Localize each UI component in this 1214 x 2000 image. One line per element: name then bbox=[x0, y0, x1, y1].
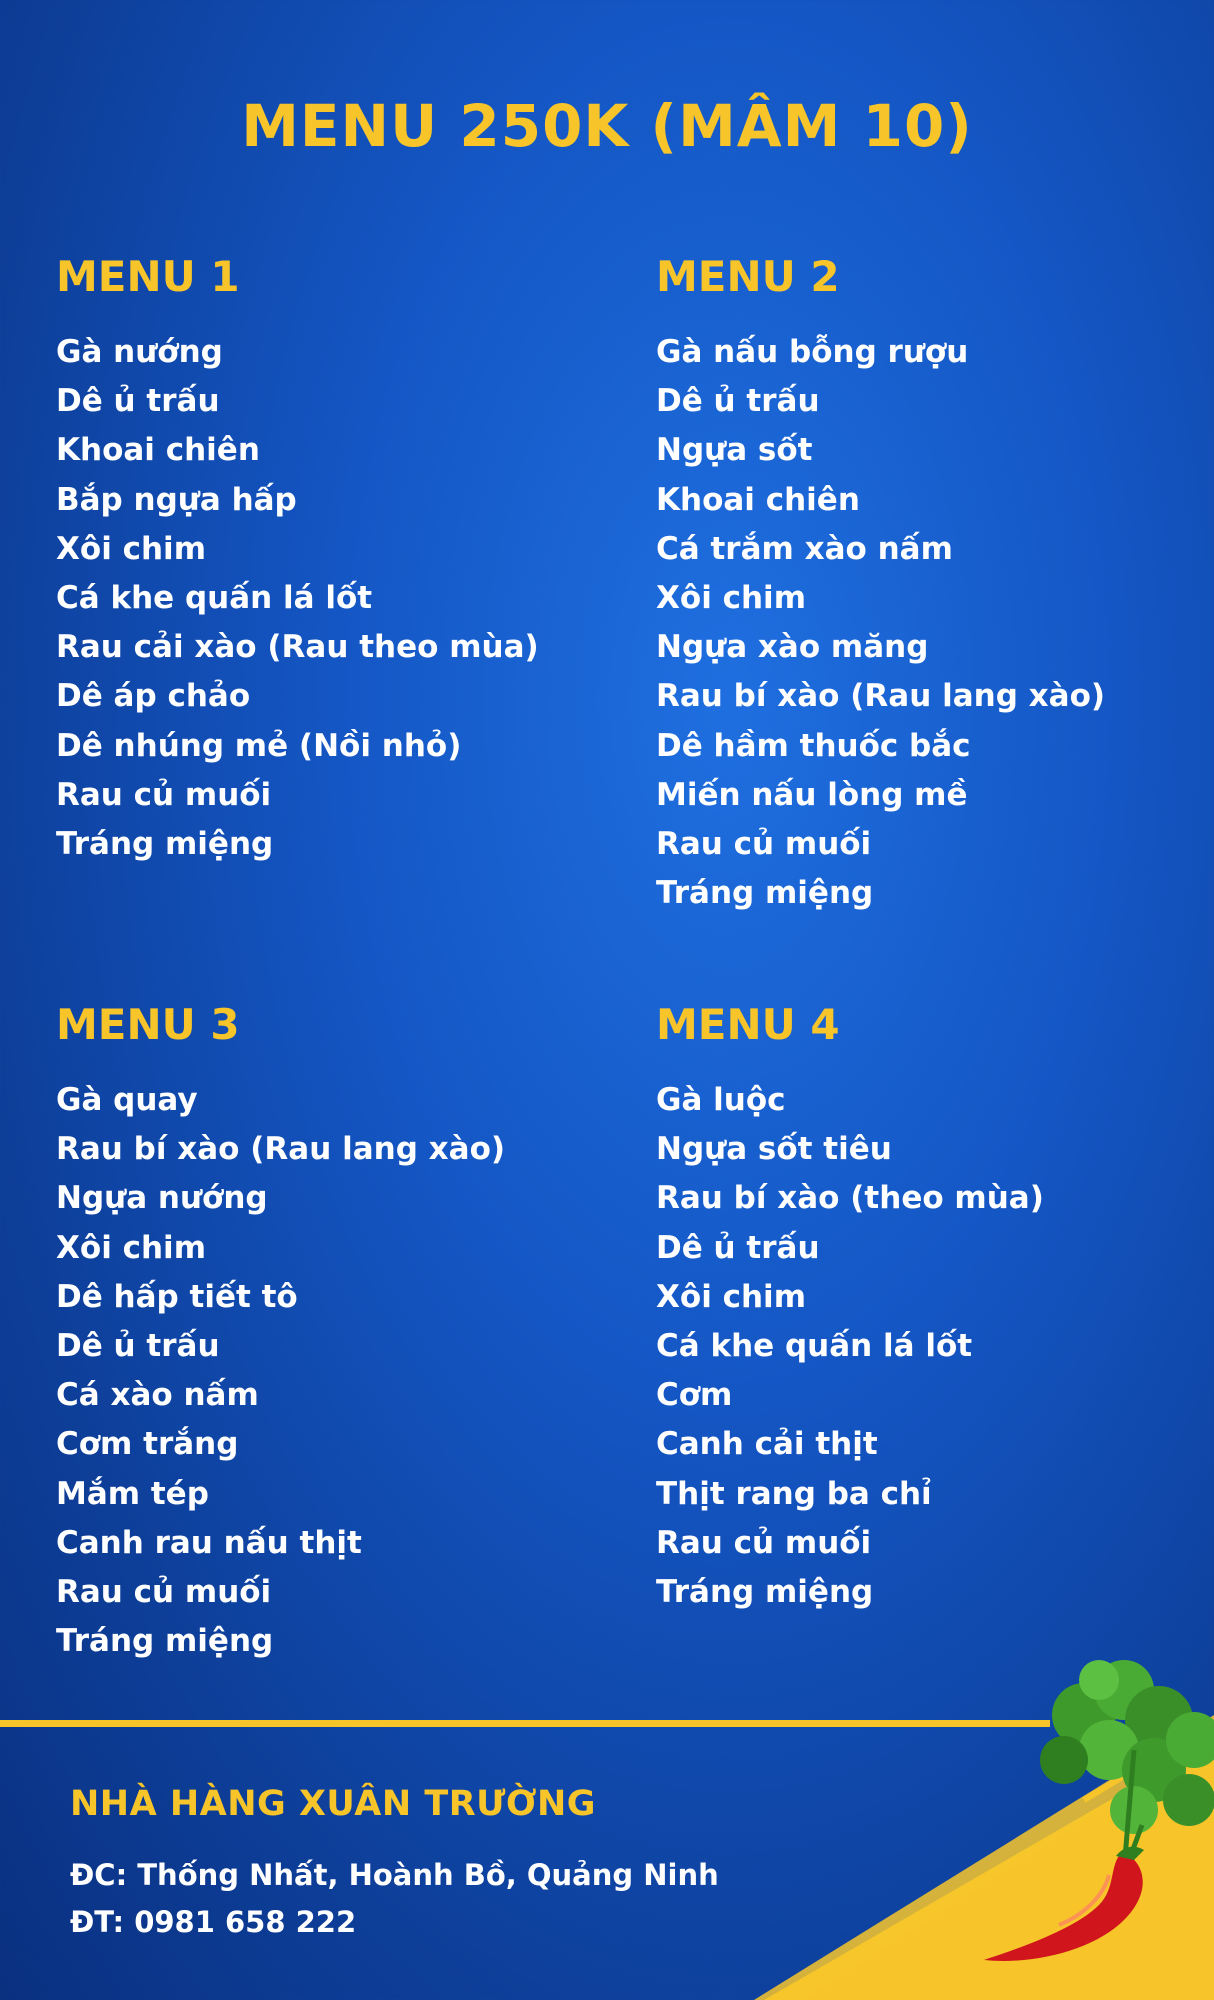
dish-item: Ngựa xào măng bbox=[656, 629, 929, 666]
dish-item: Cá khe quấn lá lốt bbox=[56, 579, 373, 616]
dish-item: Rau củ muối bbox=[656, 825, 872, 862]
dish-item: Canh rau nấu thịt bbox=[56, 1524, 362, 1561]
dish-item: Tráng miệng bbox=[56, 1623, 274, 1660]
restaurant-name: NHÀ HÀNG XUÂN TRƯỜNG bbox=[70, 1784, 596, 1824]
dish-item: Mắm tép bbox=[56, 1475, 209, 1512]
restaurant-address: ĐC: Thống Nhất, Hoành Bồ, Quảng Ninh bbox=[70, 1858, 719, 1892]
dish-item: Khoai chiên bbox=[56, 432, 260, 469]
dish-item: Cơm bbox=[656, 1377, 733, 1414]
dish-item: Khoai chiên bbox=[656, 481, 860, 518]
menu-section-3 bbox=[56, 1000, 616, 1666]
menu-heading: MENU 1 bbox=[56, 252, 240, 301]
dish-item: Ngựa nướng bbox=[56, 1180, 268, 1217]
dish-item: Cá khe quấn lá lốt bbox=[656, 1327, 973, 1364]
dish-list bbox=[656, 328, 1214, 918]
menu-section-4 bbox=[656, 1000, 1214, 1617]
dish-item: Cá xào nấm bbox=[56, 1377, 259, 1414]
dish-item: Dê ủ trấu bbox=[656, 1229, 820, 1266]
dish-item: Gà nấu bỗng rượu bbox=[656, 334, 969, 370]
dish-list bbox=[656, 1076, 1214, 1617]
dish-item: Rau bí xào (theo mùa) bbox=[656, 1180, 1044, 1217]
dish-item: Dê ủ trấu bbox=[656, 383, 820, 420]
restaurant-phone: ĐT: 0981 658 222 bbox=[70, 1905, 357, 1939]
dish-item: Dê hấp tiết tô bbox=[56, 1278, 298, 1315]
dish-item: Gà luộc bbox=[656, 1082, 786, 1118]
dish-item: Dê nhúng mẻ (Nồi nhỏ) bbox=[56, 727, 462, 764]
dish-item: Rau củ muối bbox=[56, 776, 272, 813]
dish-item: Xôi chim bbox=[656, 579, 806, 616]
dish-item: Rau củ muối bbox=[56, 1573, 272, 1610]
dish-item: Xôi chim bbox=[56, 530, 206, 567]
dish-item: Canh cải thịt bbox=[656, 1426, 878, 1463]
menu-section-2 bbox=[656, 252, 1214, 918]
dish-item: Tráng miệng bbox=[656, 1573, 874, 1610]
dish-list bbox=[56, 328, 616, 869]
dish-list bbox=[56, 1076, 616, 1666]
dish-item: Dê áp chảo bbox=[56, 678, 251, 715]
menu-section-1 bbox=[56, 252, 616, 869]
dish-item: Rau bí xào (Rau lang xào) bbox=[656, 678, 1106, 715]
dish-item: Rau bí xào (Rau lang xào) bbox=[56, 1131, 506, 1168]
dish-item: Ngựa sốt bbox=[656, 432, 813, 469]
menu-heading: MENU 2 bbox=[656, 252, 840, 301]
dish-item: Cơm trắng bbox=[56, 1426, 239, 1463]
page-title: MENU 250K (MÂM 10) bbox=[241, 92, 973, 160]
dish-item: Ngựa sốt tiêu bbox=[656, 1131, 892, 1168]
menu-heading: MENU 3 bbox=[56, 1000, 240, 1049]
dish-item: Dê ủ trấu bbox=[56, 1327, 220, 1364]
dish-item: Xôi chim bbox=[656, 1278, 806, 1315]
dish-item: Dê ủ trấu bbox=[56, 383, 220, 420]
dish-item: Rau cải xào (Rau theo mùa) bbox=[56, 629, 539, 666]
dish-item: Bắp ngựa hấp bbox=[56, 481, 297, 518]
dish-item: Tráng miệng bbox=[56, 825, 274, 862]
dish-item: Gà quay bbox=[56, 1082, 198, 1118]
menu-heading: MENU 4 bbox=[656, 1000, 840, 1049]
dish-item: Rau củ muối bbox=[656, 1524, 872, 1561]
dish-item: Miến nấu lòng mề bbox=[656, 776, 968, 813]
dish-item: Gà nướng bbox=[56, 334, 223, 370]
dish-item: Thịt rang ba chỉ bbox=[656, 1475, 932, 1512]
dish-item: Tráng miệng bbox=[656, 875, 874, 912]
dish-item: Cá trắm xào nấm bbox=[656, 530, 953, 567]
corner-decoration bbox=[654, 1620, 1214, 2000]
dish-item: Xôi chim bbox=[56, 1229, 206, 1266]
dish-item: Dê hầm thuốc bắc bbox=[656, 727, 971, 764]
